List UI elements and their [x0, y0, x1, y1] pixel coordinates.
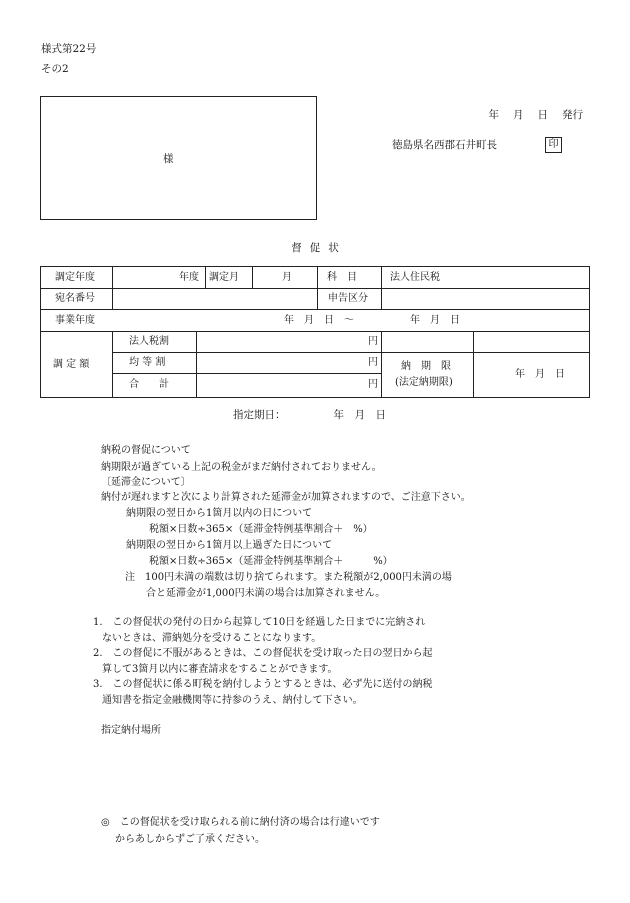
- notice-text: 納期限が過ぎている上記の税金がまだ納付されておりません。: [101, 462, 382, 473]
- assess-month-unit: 月: [282, 272, 292, 283]
- notice-item-3b: 通知書を指定金融機関等に持参のうえ、納付して下さい。: [102, 695, 363, 706]
- due-date-value: 年 月 日: [333, 409, 386, 421]
- item-label: 科 目: [327, 272, 357, 283]
- assessment-table: [40, 266, 590, 398]
- late-fee-text: 納付が遅れますと次により計算された延滞金が加算されますので、ご注意下さい。: [101, 492, 471, 503]
- notice-item-3a: 3. この督促状に係る町税を納付しようとするときは、必ず先に送付の納税: [93, 679, 433, 690]
- due-date-label: 指定期日：: [233, 409, 286, 421]
- footer-note-1: ◎ この督促状を受け取られる前に納付済の場合は行違いです: [101, 817, 380, 828]
- notice-item-1b: ないときは、滞納処分を受けることになります。: [102, 633, 322, 644]
- tax-year-label: 調定年度: [55, 272, 95, 283]
- total-label: 合 計: [129, 379, 169, 390]
- business-year-to: 年 月 日: [410, 315, 460, 326]
- footer-note-2: からあしからずご了承ください。: [115, 834, 265, 845]
- late-fee-formula-1: 税額×日数÷365×（延滞金特例基準割合＋ %）: [149, 524, 373, 535]
- issuer-name: 徳島県名西郡石井町長: [392, 139, 497, 151]
- business-year-label: 事業年度: [55, 315, 95, 326]
- rounding-note-2: 合と延滞金が1,000円未満の場合は加算されません。: [146, 588, 386, 599]
- payment-place-label: 指定納付場所: [101, 725, 161, 736]
- address-code-label: 宛名番号: [55, 293, 95, 304]
- notice-heading: 納税の督促について: [101, 445, 191, 456]
- late-fee-formula-2: 税額×日数÷365×（延滞金特例基準割合＋ %）: [149, 556, 393, 567]
- business-year-from: 年 月 日 ～: [284, 315, 354, 326]
- issue-year: 年: [488, 109, 499, 121]
- deadline-label: 納 期 限: [401, 361, 451, 372]
- corp-tax-label: 法人税割: [129, 336, 169, 347]
- addressee-suffix: 様: [163, 153, 174, 165]
- late-fee-case-2: 納期限の翌日から1箇月以上過ぎた日について: [126, 540, 333, 551]
- addressee-box: [40, 96, 317, 220]
- late-fee-case-1: 納期限の翌日から1箇月以内の日について: [126, 508, 313, 519]
- per-capita-label: 均 等 割: [129, 357, 166, 368]
- item-value: 法人住民税: [390, 272, 440, 283]
- deadline-note: (法定納期限): [395, 377, 453, 388]
- issue-day: 日: [537, 109, 548, 121]
- notice-item-2a: 2. この督促に不服があるときは、この督促状を受け取った日の翌日から起: [93, 648, 433, 659]
- tax-year-unit: 年度: [179, 272, 199, 283]
- seal-mark: 印: [545, 137, 562, 153]
- designated-due-date: [233, 410, 386, 421]
- yen-total: 円: [368, 379, 378, 390]
- issue-date: [489, 110, 584, 121]
- filing-type-label: 申告区分: [328, 293, 368, 304]
- issue-label: 発行: [562, 109, 583, 121]
- notice-item-1a: 1. この督促状の発付の日から起算して10日を経過した日までに完納され: [93, 617, 426, 628]
- notice-item-2b: 算して3箇月以内に審査請求をすることができます。: [102, 664, 338, 675]
- deadline-value: 年 月 日: [515, 369, 565, 380]
- assessed-amount-label: 調 定 額: [53, 359, 90, 370]
- form-sub-number: その2: [41, 63, 69, 75]
- yen-corp-tax: 円: [368, 336, 378, 347]
- issue-month: 月: [513, 109, 524, 121]
- late-fee-heading: 〔延滞金について〕: [101, 477, 191, 488]
- yen-per-capita: 円: [368, 357, 378, 368]
- assess-month-label: 調定月: [209, 272, 239, 283]
- document-title: 督促状: [291, 242, 347, 254]
- rounding-note-1: 注 100円未満の端数は切り捨てられます。また税額が2,000円未満の場: [125, 572, 452, 583]
- form-number: 様式第22号: [41, 43, 97, 55]
